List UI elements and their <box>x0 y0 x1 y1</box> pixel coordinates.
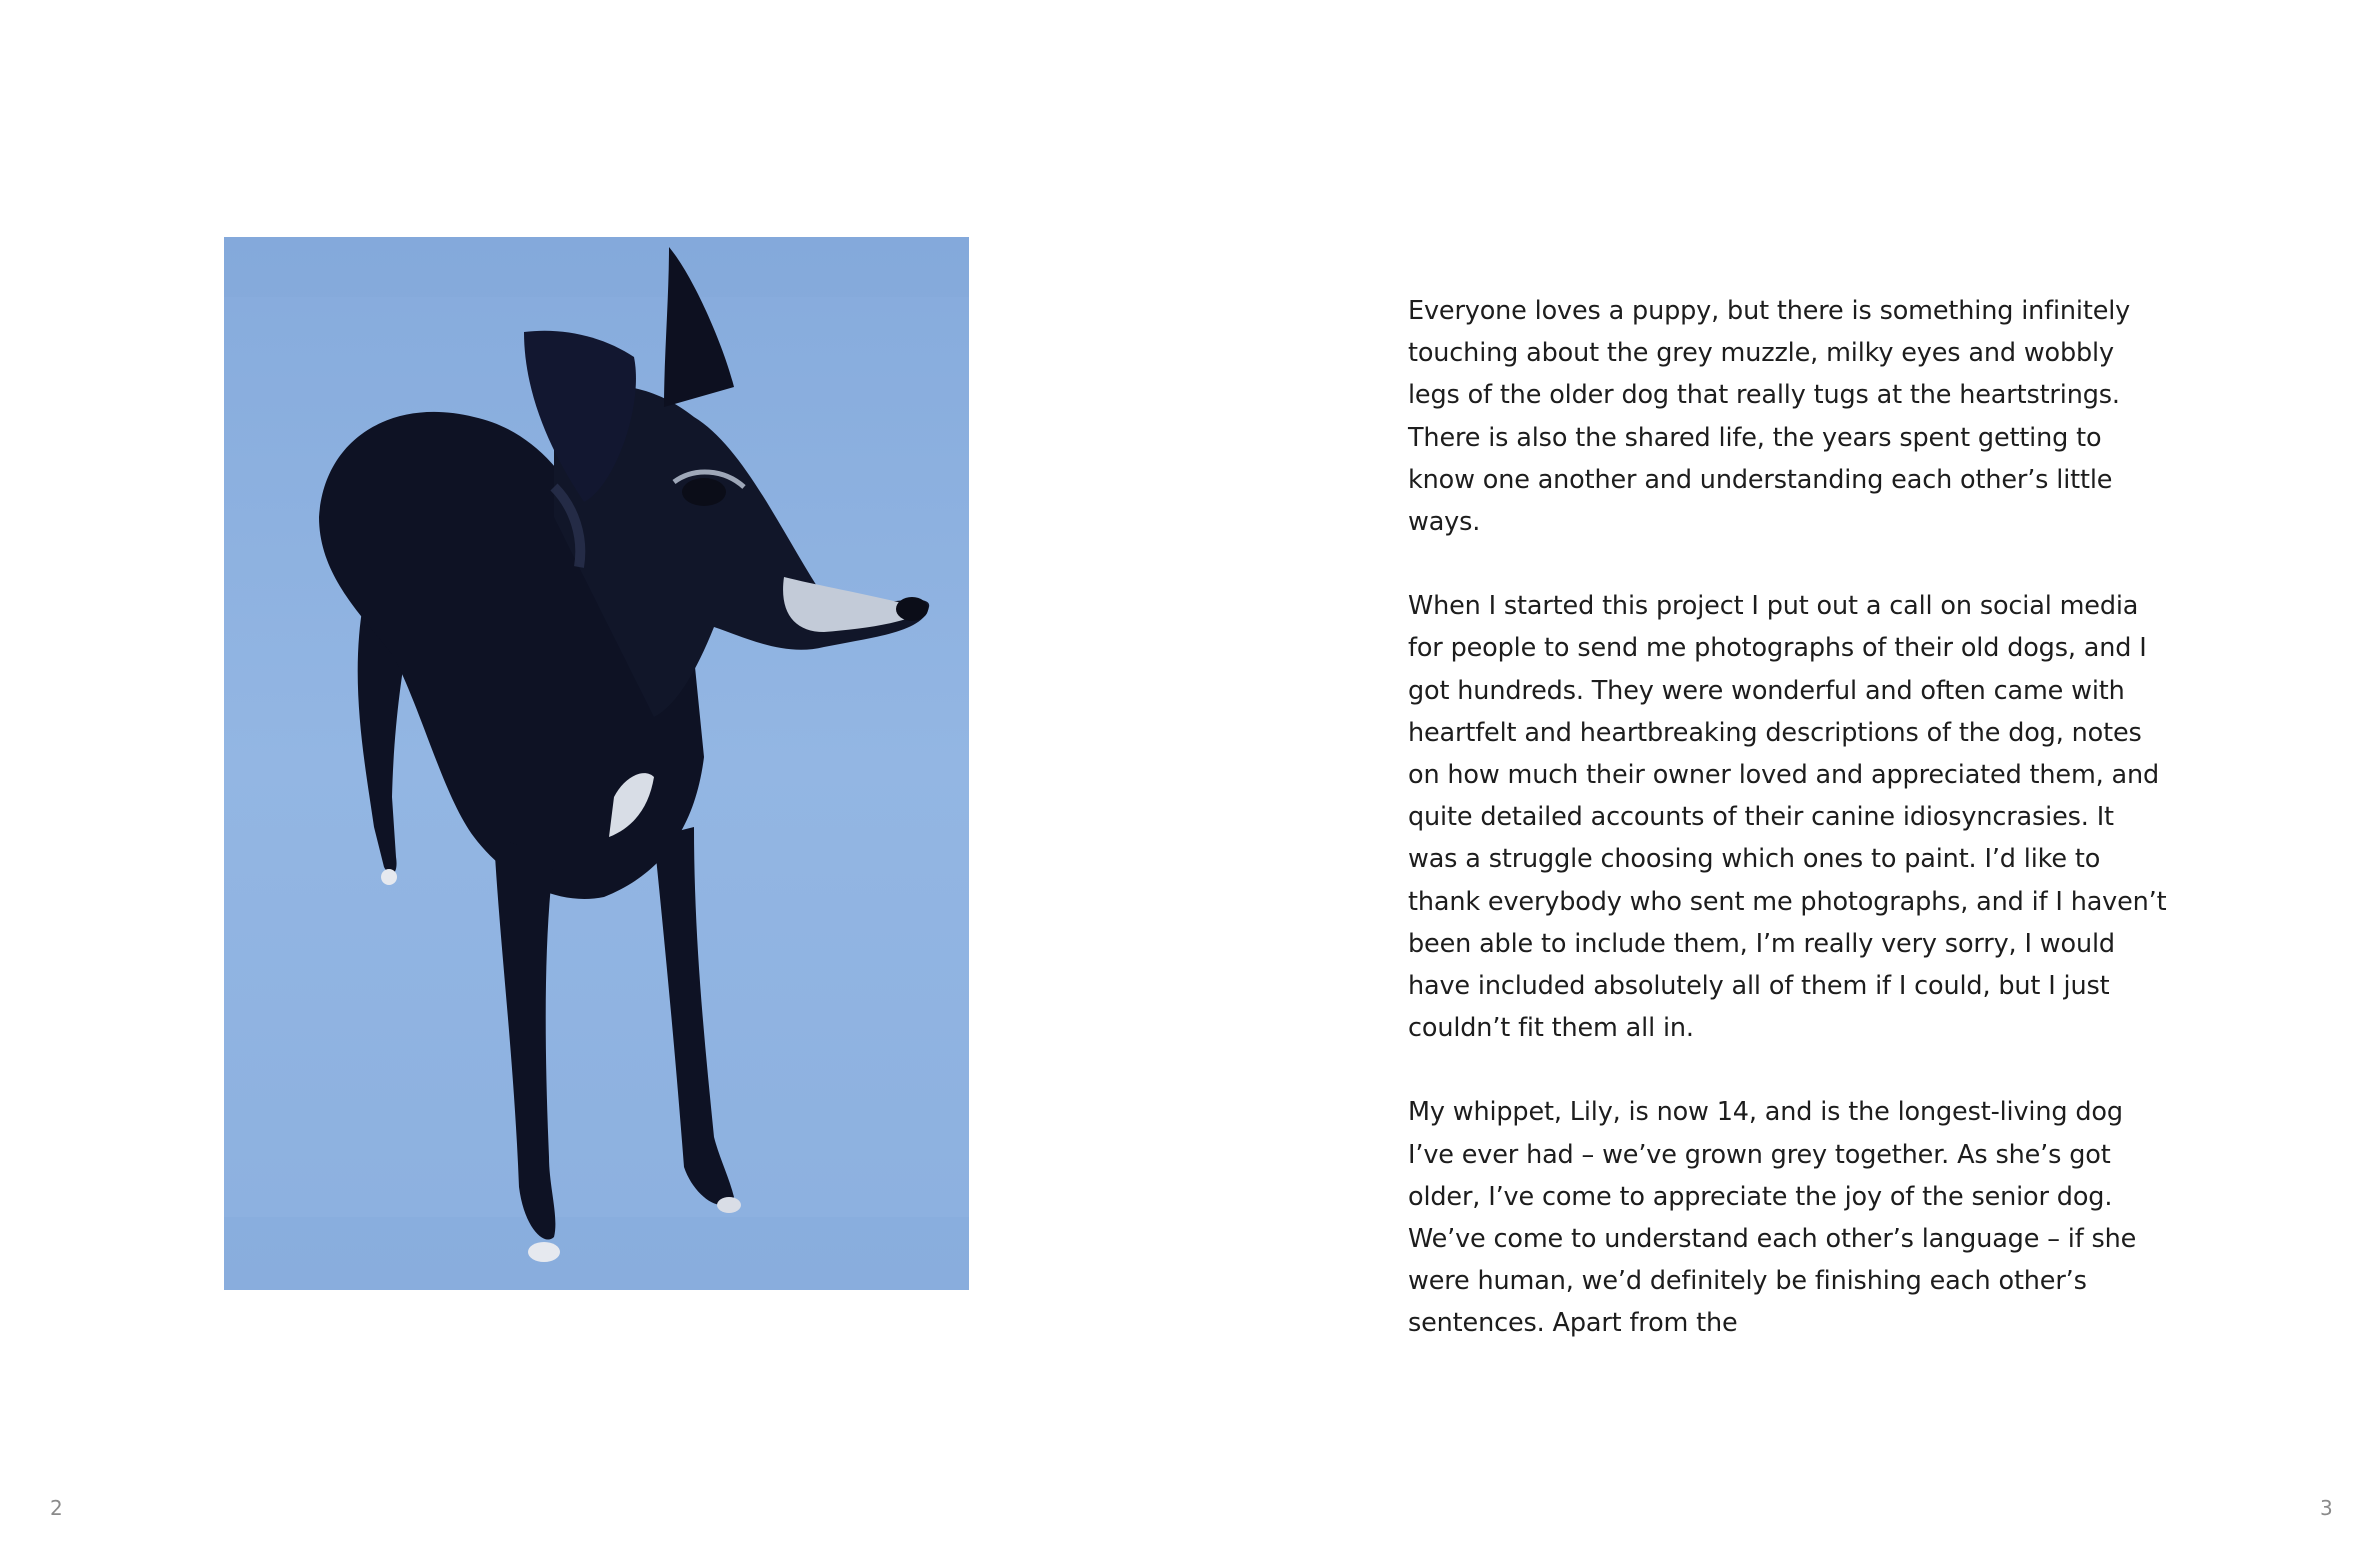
page-number-left: 2 <box>50 1496 63 1520</box>
paragraph-3: My whippet, Lily, is now 14, and is the longest-living dog I’ve ever had – we’ve grown grey together. As she’s got older, I’ve come to appreciate the joy of the senior dog. We’ve come to understand each other’s language – if she were human, we’d definitely be finishing each other’s sentences. Apart from the <box>1408 1097 2137 1339</box>
body-text <box>1408 290 2168 1387</box>
right-page <box>1187 0 2374 1556</box>
paragraph-2: When I started this project I put out a call on social media for people to send me photographs of their old dogs, and I got hundreds. They were wonderful and often came with heartfelt and heartbreaking descriptions of the dog, notes on how much their owner loved and appreciated them, and quite detailed accounts of their canine idiosyncrasies. It was a struggle choosing which ones to paint. I’d like to thank everybody who sent me photographs, and if I haven’t been able to include them, I’m really very sorry, I would have included absolutely all of them if I could, but I just couldn’t fit them all in. <box>1408 591 2167 1044</box>
dog-painting <box>224 237 969 1290</box>
dog-painting-illustration <box>224 237 969 1290</box>
page-number-right: 3 <box>2320 1496 2333 1520</box>
paragraph-1: Everyone loves a puppy, but there is something infinitely touching about the grey muzzle, milky eyes and wobbly legs of the older dog that really tugs at the heartstrings. There is also the shared life, the years spent getting to know one another and understanding each other’s little ways. <box>1408 296 2131 538</box>
